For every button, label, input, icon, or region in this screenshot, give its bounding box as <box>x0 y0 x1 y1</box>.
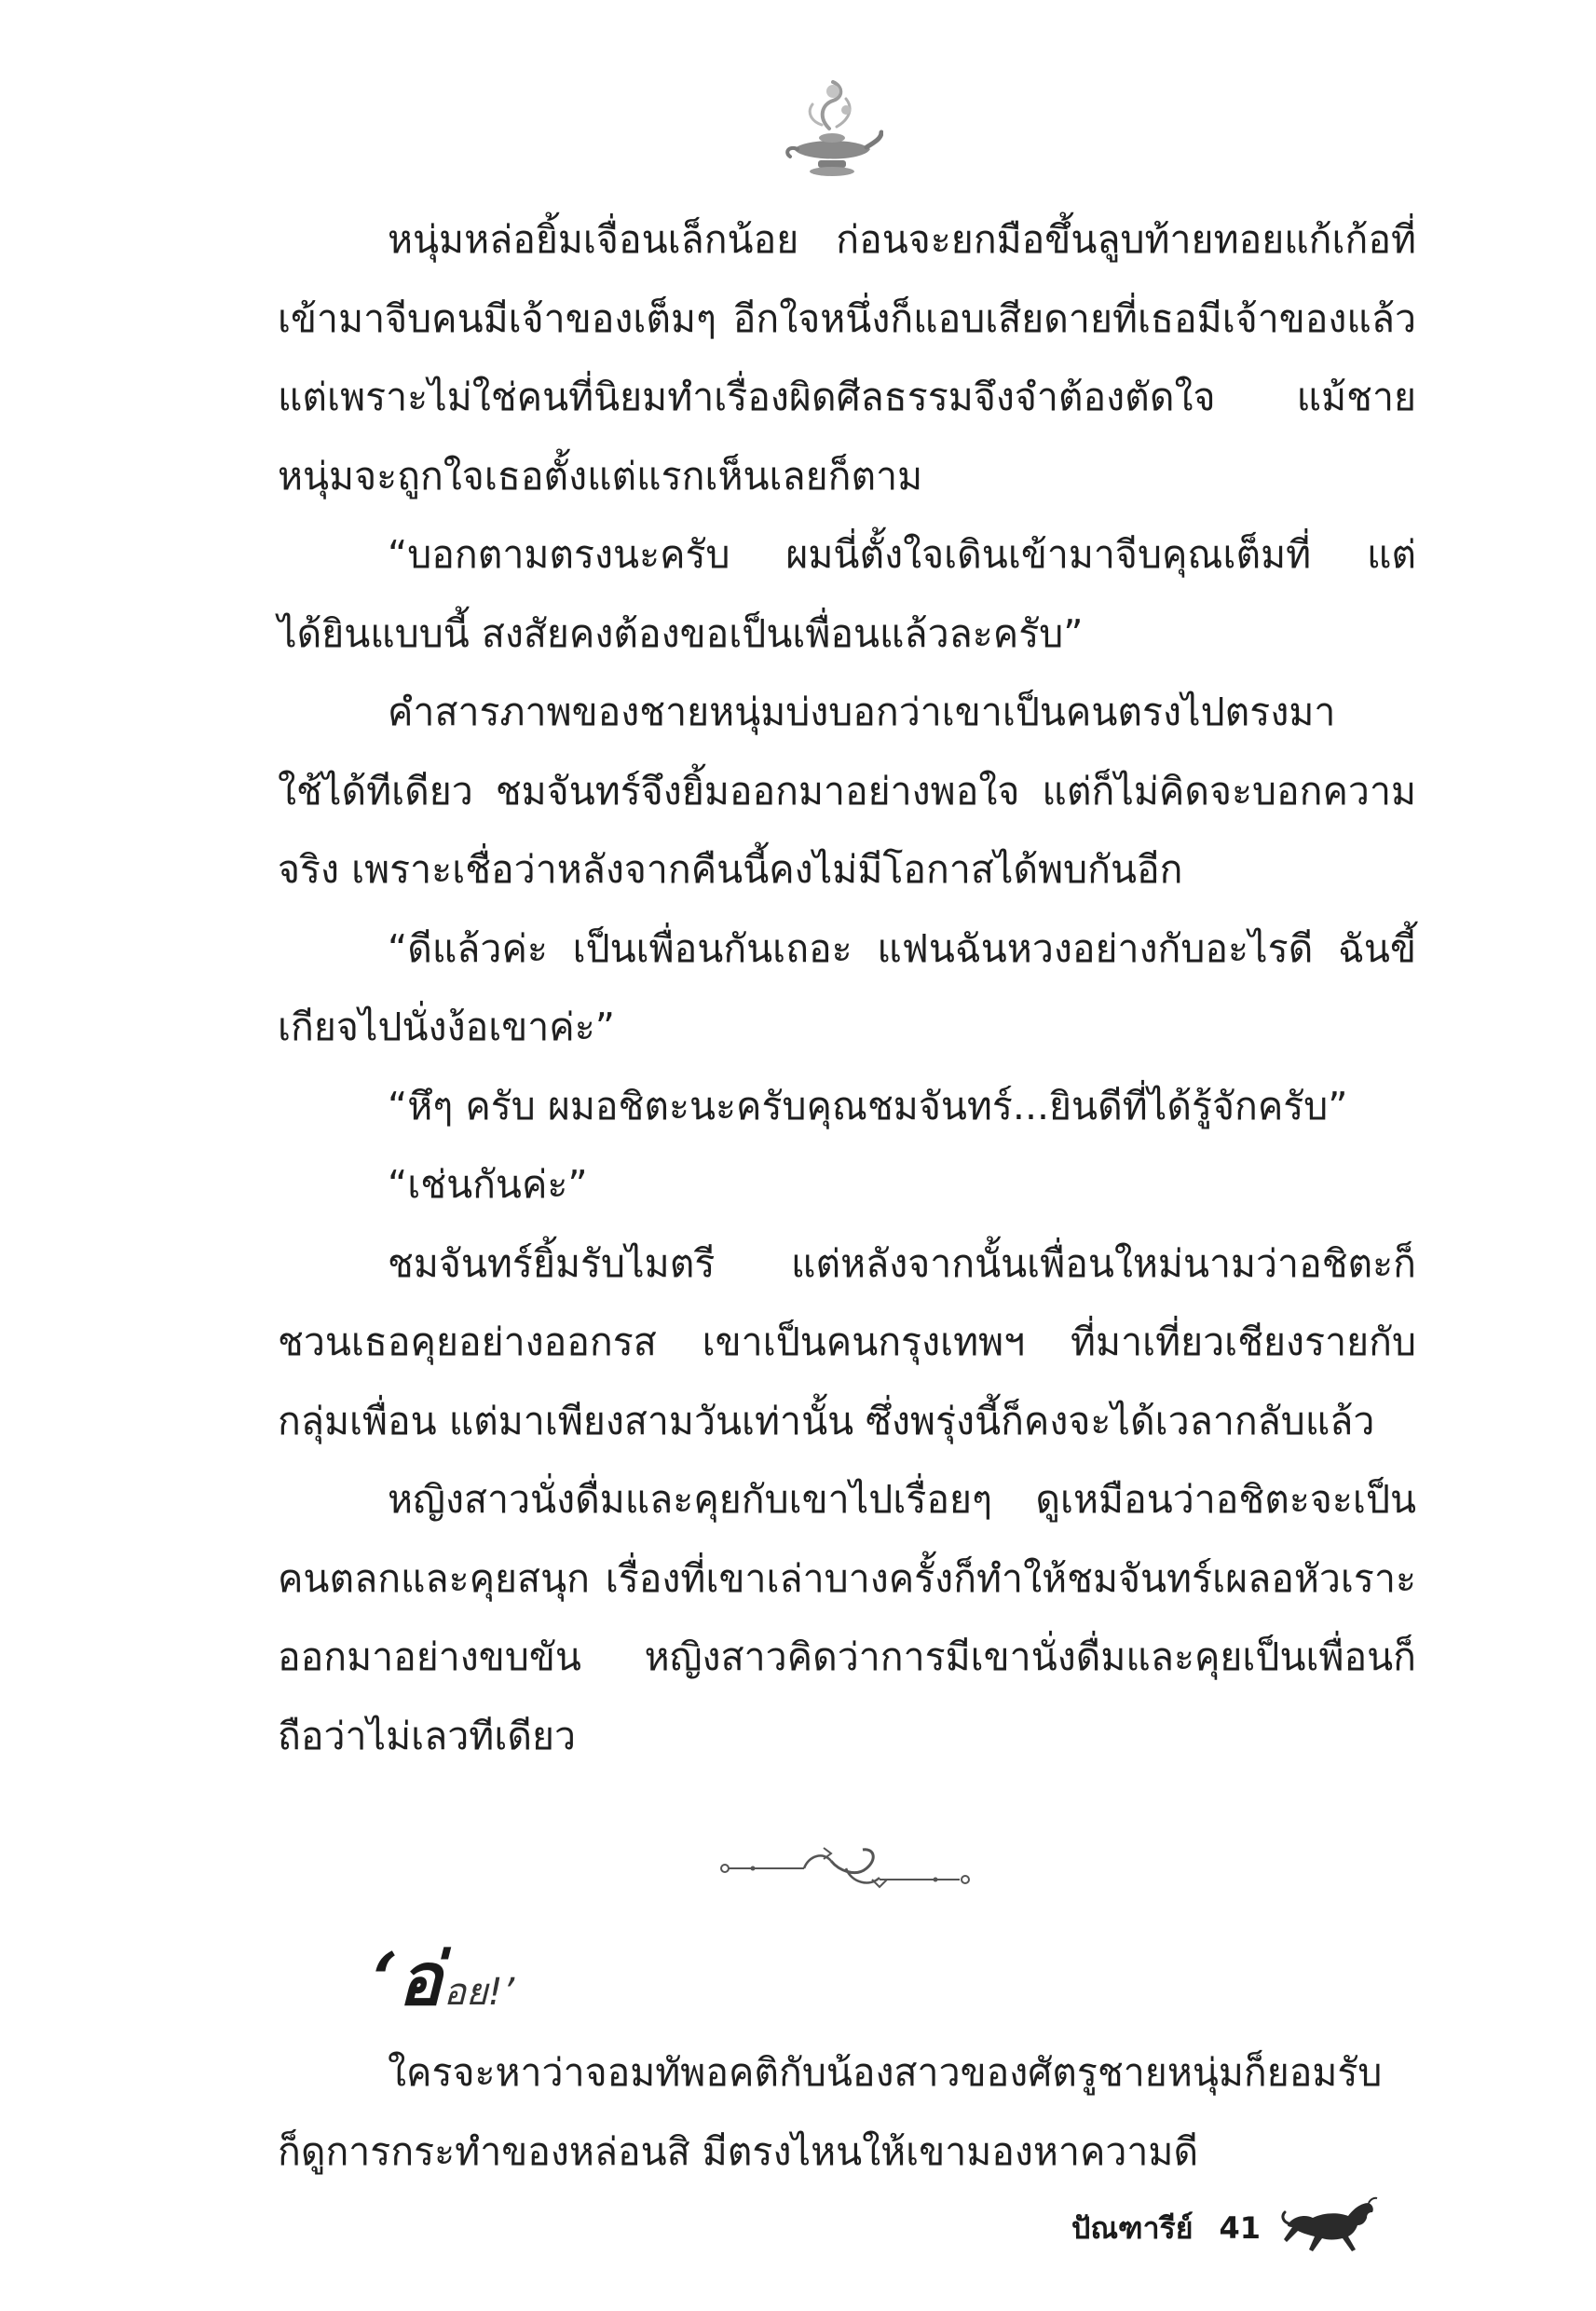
scene-opening <box>373 1938 514 2022</box>
main-text <box>278 200 1416 1775</box>
footer-author: ปัณฑารีย์ <box>1071 2209 1194 2246</box>
horse-icon <box>1281 2195 1379 2261</box>
paragraph: หนุ่มหล่อยิ้มเจื่อนเล็กน้อย ก่อนจะยกมือขึ้นลูบท้ายทอยแก้เก้อที่เข้ามาจีบคนมีเจ้าของเต็มๆ อีกใจหนึ่งก็แอบเสียดายที่เธอมีเจ้าของแล้ว แต่เพราะไม่ใช่คนที่นิยมทำเรื่องผิดศีลธรรมจึงจำต้องตัดใจ แม้ชายหนุ่มจะถูกใจเธอตั้งแต่แรกเห็นเลยก็ตาม <box>278 217 1416 499</box>
page-number: 41 <box>1219 2210 1261 2246</box>
paragraph: “หึๆ ครับ ผมอชิตะนะครับคุณชมจันทร์...ยินดีที่ได้รู้จักครับ” <box>388 1083 1348 1128</box>
page-footer <box>1071 2195 1379 2261</box>
dropcap: ‘อ่ <box>373 1937 443 2022</box>
main-text-continued <box>278 2033 1416 2191</box>
paragraph: “บอกตามตรงนะครับ ผมนี่ตั้งใจเดินเข้ามาจีบคุณเต็มที่ แต่ได้ยินแบบนี้ สงสัยคงต้องขอเป็นเพื่อนแล้วละครับ” <box>278 532 1416 656</box>
paragraph: “เช่นกันค่ะ” <box>388 1162 588 1207</box>
paragraph: ชมจันทร์ยิ้มรับไมตรี แต่หลังจากนั้นเพื่อนใหม่นามว่าอชิตะก็ชวนเธอคุยอย่างออกรส เขาเป็นคนกรุงเทพฯ ที่มาเที่ยวเชียงรายกับกลุ่มเพื่อน แต่มาเพียงสามวันเท่านั้น ซึ่งพรุ่งนี้ก็คงจะได้เวลากลับแล้ว <box>278 1240 1416 1443</box>
paragraph: ใครจะหาว่าจอมทัพอคติกับน้องสาวของศัตรูชายหนุ่มก็ยอมรับ ก็ดูการกระทำของหล่อนสิ มีตรงไหนให้เขามองหาความดี <box>278 2050 1383 2174</box>
paragraph: หญิงสาวนั่งดื่มและคุยกับเขาไปเรื่อยๆ ดูเหมือนว่าอชิตะจะเป็นคนตลกและคุยสนุก เรื่องที่เขาเล่าบางครั้งก็ทำให้ชมจันทร์เผลอหัวเราะออกมาอย่างขบขัน หญิงสาวคิดว่าการมีเขานั่งดื่มและคุยเป็นเพื่อนก็ถือว่าไม่เลวทีเดียว <box>278 1477 1416 1758</box>
paragraph: “ดีแล้วค่ะ เป็นเพื่อนกันเถอะ แฟนฉันหวงอย่างกับอะไรดี ฉันขี้เกียจไปนั่งง้อเขาค่ะ” <box>278 925 1416 1049</box>
paragraph: คำสารภาพของชายหนุ่มบ่งบอกว่าเขาเป็นคนตรงไปตรงมาใช้ได้ทีเดียว ชมจันทร์จึงยิ้มออกมาอย่างพอใจ แต่ก็ไม่คิดจะบอกความจริง เพราะเชื่อว่าหลังจากคืนนี้คงไม่มีโอกาสได้พบกันอีก <box>278 690 1416 892</box>
dropcap-rest: อย!’ <box>443 1971 515 2014</box>
lamp-ornament-icon <box>781 73 883 180</box>
flourish-divider-icon <box>716 1840 976 1896</box>
